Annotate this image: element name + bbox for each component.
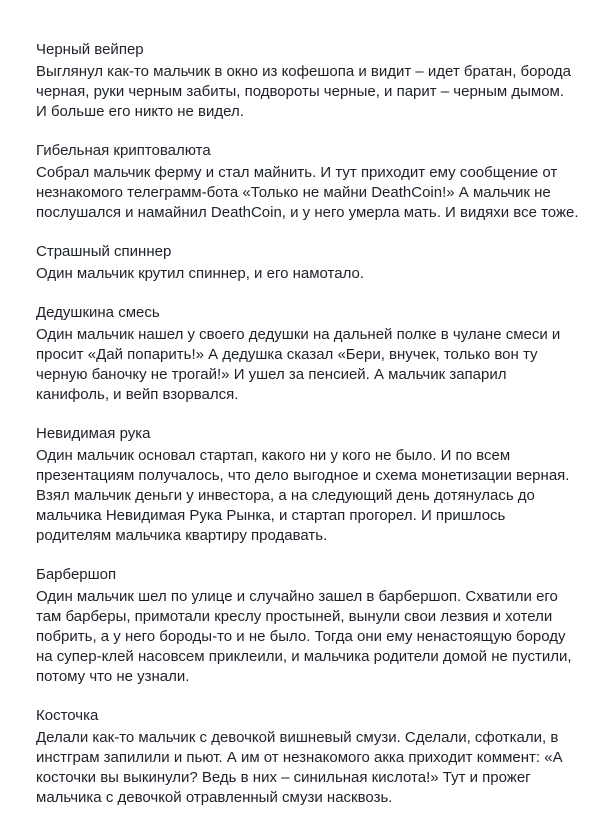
story-invisible-hand [36, 424, 584, 546]
story-text: Собрал мальчик ферму и стал майнить. И тут приходит ему сообщение от незнакомого телеграмм-бота «Только не майни DeathCoin!» А мальчик не послушался и намайнил DeathCoin, и у него умерла мать. И видяхи все тоже. [36, 164, 579, 221]
story-title: Косточка [36, 707, 99, 724]
story-title: Черный вейпер [36, 41, 144, 58]
story-crypto [36, 141, 584, 223]
story-title: Гибельная криптовалюта [36, 142, 211, 159]
story-title: Дедушкина смесь [36, 304, 160, 321]
story-spinner [36, 242, 584, 284]
story-cherry-pit [36, 706, 584, 808]
story-text: Выглянул как-то мальчик в окно из кофешопа и видит – идет братан, борода черная, руки черным забиты, подвороты черные, и парит – черным дымом. И больше его никто не видел. [36, 63, 571, 120]
story-text: Один мальчик нашел у своего дедушки на дальней полке в чулане смеси и просит «Дай попарить!» А дедушка сказал «Бери, внучек, только вон ту черную баночку не трогай!» И ушел за пенсией. А мальчик запарил канифоль, и вейп взорвался. [36, 326, 561, 403]
story-text: Делали как-то мальчик с девочкой вишневый смузи. Сделали, сфоткали, в инстграм запилили и пьют. А им от незнакомого акка приходит коммент: «А косточки вы выкинули? Ведь в них – синильная кислота!» Тут и прожег мальчика с девочкой отравленный смузи насквозь. [36, 729, 563, 806]
story-title: Барбершоп [36, 566, 117, 583]
story-title: Невидимая рука [36, 425, 151, 442]
story-grandpa-mix [36, 303, 584, 405]
story-barbershop [36, 565, 584, 687]
story-text: Один мальчик шел по улице и случайно зашел в барбершоп. Схватили его там барберы, примотали креслу простыней, вынули свои лезвия и хотели побрить, а у него бороды-то и не было. Тогда они ему ненастоящую бороду на супер-клей насовсем приклеили, и мальчика родители домой не пустили, потому что не узнали. [36, 588, 572, 685]
post-body [36, 40, 584, 827]
story-text: Один мальчик основал стартап, какого ни у кого не было. И по всем презентациям получалось, что дело выгодное и схема монетизации верная. Взял мальчик деньги у инвестора, а на следующий день дотянулась до мальчика Невидимая Рука Рынка, и стартап прогорел. И пришлось родителям мальчика квартиру продавать. [36, 447, 570, 544]
story-black-vaper [36, 40, 584, 122]
story-text: Один мальчик крутил спиннер, и его намотало. [36, 265, 365, 282]
story-title: Страшный спиннер [36, 243, 172, 260]
